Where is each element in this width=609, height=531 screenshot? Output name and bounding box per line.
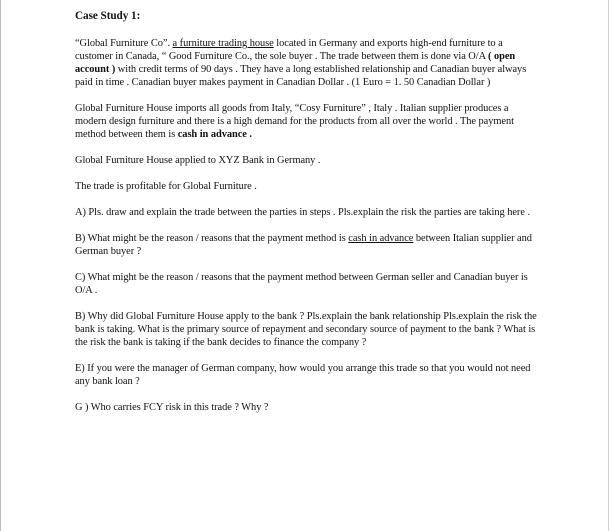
imports-bold-text: cash in advance .	[177, 129, 252, 140]
imports-paragraph	[75, 102, 540, 141]
intro-bold-text: ( open account )	[75, 51, 516, 75]
question-a: A) Pls. draw and explain the trade between the parties in steps . Pls.explain the risk the parties are taking here .	[75, 207, 531, 218]
bank-applied-paragraph: Global Furniture House applied to XYZ Bank in Germany .	[75, 155, 321, 166]
imports-text: Global Furniture House imports all goods from Italy, “Cosy Furniture” , Italy . Italian supplier produces a modern design furniture and there is a high demand for the products from all over the world . The payment method between them is	[75, 103, 514, 140]
intro-underlined-text: a furniture trading house	[172, 38, 274, 49]
page-left-border	[0, 0, 1, 531]
intro-paragraph	[75, 37, 540, 89]
question-b-text-1: B) What might be the reason / reasons that the payment method is	[75, 233, 349, 244]
question-b-text-2: between Italian supplier and German buyer ?	[75, 233, 532, 257]
question-e: E) If you were the manager of German company, how would you arrange this trade so that you would not need any bank loan ?	[75, 363, 531, 387]
question-b	[75, 232, 540, 258]
case-study-document	[75, 10, 540, 427]
intro-text-2: located in Germany and exports high-end furniture to a customer in Canada, “ Good Furniture Co., the sole buyer . The trade between them is done via O/A	[75, 38, 503, 62]
question-b-underlined-text: cash in advance	[348, 233, 414, 244]
question-b-bank: B) Why did Global Furniture House apply to the bank ? Pls.explain the bank relationship Pls.explain the risk the bank is taking. What is the primary source of repayment and secondary source of payment to the bank ? What is the risk the bank is taking if the bank decides to finance the company ?	[75, 311, 537, 348]
case-study-heading: Case Study 1:	[75, 10, 141, 22]
intro-text-1: “Global Furniture Co”.	[75, 38, 173, 49]
question-c: C) What might be the reason / reasons that the payment method between German seller and Canadian buyer is O/A .	[75, 272, 528, 296]
question-g: G ) Who carries FCY risk in this trade ? Why ?	[75, 402, 269, 413]
intro-text-3: with credit terms of 90 days . They have a long established relationship and Canadian buyer always paid in time . Canadian buyer makes payment in Canadian Dollar . (1 Euro = 1. 50 Canadian Dollar )	[75, 64, 527, 88]
profitable-paragraph: The trade is profitable for Global Furniture .	[75, 181, 257, 192]
